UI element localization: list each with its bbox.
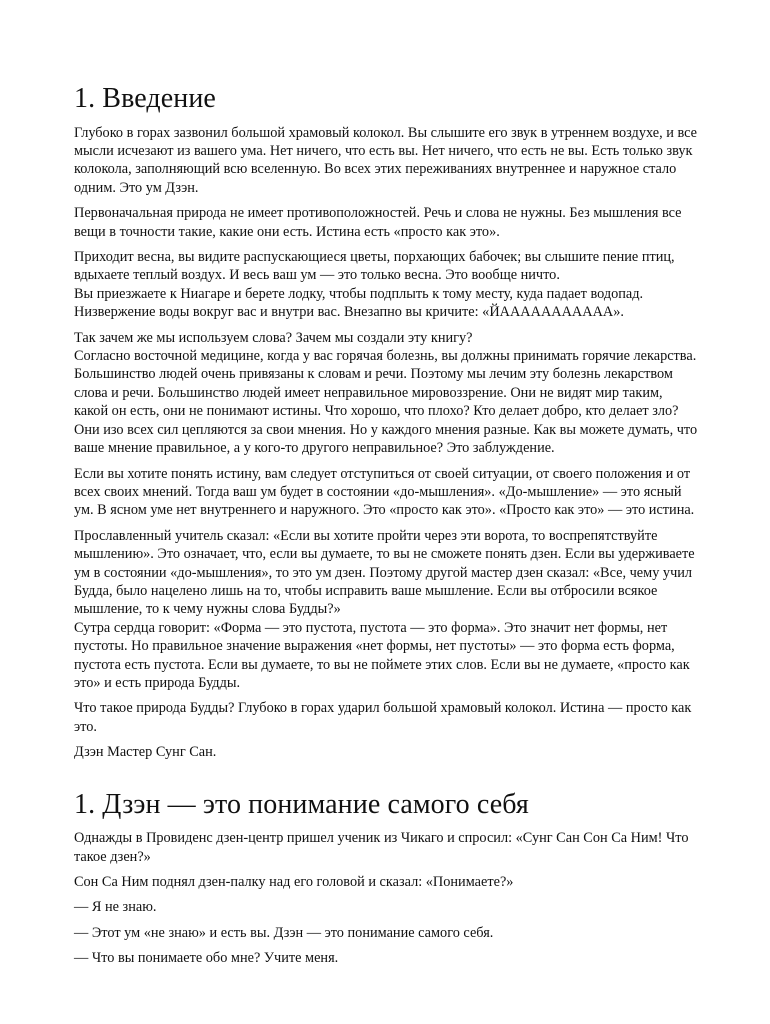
document-page [74, 82, 699, 975]
paragraph [74, 829, 699, 866]
paragraph [74, 699, 699, 736]
paragraph [74, 873, 699, 891]
paragraph [74, 248, 699, 322]
text-line: Глубоко в горах зазвонил большой храмовый колокол. Вы слышите его звук в утреннем воздухе, и все мысли исчезают из вашего ума. Нет ничего, что есть вы. Нет ничего, что есть не вы. Есть только звук колокола, заполняющий всю вселенную. Во всех этих переживаниях внутреннее и наружное стало одним. Это ум Дзэн. [74, 124, 698, 196]
text-line: Согласно восточной медицине, когда у вас горячая болезнь, вы должны принимать горячие лекарства. Большинство людей очень привязаны к словам и речи. Поэтому мы лечим эту болезнь лекарством слова и речи. Большинство людей имеет неправильное мировоззрение. Они не видят мир таким, какой он есть, они не понимают истины. Что хорошо, что плохо? Кто делает добро, кто делает зло? Они изо всех сил цепляются за свои мнения. Но у каждого мнения разные. Как вы можете думать, что ваше мнение правильное, а у кого-то другого неправильное? Это заблуждение. [74, 348, 698, 457]
text-line: Приходит весна, вы видите распускающиеся цветы, порхающих бабочек; вы слышите пение птиц, вдыхаете теплый воздух. И весь ваш ум — это только весна. Это вообще ничто. [74, 249, 675, 284]
text-line: — Этот ум «не знаю» и есть вы. Дзэн — это понимание самого себя. [74, 924, 494, 941]
paragraph [74, 124, 699, 198]
dialogue-line [74, 949, 699, 967]
dialogue-line [74, 898, 699, 916]
text-line: Прославленный учитель сказал: «Если вы хотите пройти через эти ворота, то воспрепятствуйте мышлению». Это означает, что, если вы думаете, то вы не сможете понять дзен. Если вы удерживаете ум в состоянии «до-мышления», то это ум дзен. Поэтому другой мастер дзен сказал: «Все, чему учил Будда, было нацелено лишь на то, чтобы исправить ваше мышление. Если вы отбросили всякое мышление, то к чему нужны слова Будды?» [74, 527, 695, 618]
text-line: Сутра сердца говорит: «Форма — это пустота, пустота — это форма». Это значит нет формы, нет пустоты. Но правильное значение выражения «нет формы, нет пустоты» — это форма есть форма, пустота есть пустота. Если вы думаете, то вы не поймете этих слов. Если вы не думаете, «просто как это» и есть природа Будды. [74, 619, 690, 691]
text-line: Так зачем же мы используем слова? Зачем мы создали эту книгу? [74, 329, 473, 346]
text-line: Первоначальная природа не имеет противоположностей. Речь и слова не нужны. Без мышления все вещи в точности такие, какие они есть. Истина есть «просто как это». [74, 205, 682, 240]
signature-line [74, 743, 699, 761]
dialogue-line [74, 924, 699, 942]
section-body-introduction [74, 124, 699, 762]
section-body-zen-self-understanding [74, 829, 699, 967]
section-heading-introduction: 1. Введение [74, 83, 216, 114]
text-line: Вы приезжаете к Ниагаре и берете лодку, чтобы подплыть к тому месту, куда падает водопад. Низвержение воды вокруг вас и внутри вас. Внезапно вы кричите: «ЙААААААААААА». [74, 285, 644, 321]
text-line: Однажды в Провиденс дзен-центр пришел ученик из Чикаго и спросил: «Сунг Сан Сон Са Ним! Что такое дзен?» [74, 830, 689, 865]
paragraph [74, 465, 699, 520]
text-line: Что такое природа Будды? Глубоко в горах ударил большой храмовый колокол. Истина — просто как это. [74, 700, 692, 735]
paragraph [74, 204, 699, 241]
text-line: Дзэн Мастер Сунг Сан. [74, 744, 217, 761]
text-line: Если вы хотите понять истину, вам следует отступиться от своей ситуации, от своего положения и от всех своих мнений. Тогда ваш ум будет в состоянии «до-мышления». «До-мышление» — это ясный ум. В ясном уме нет внутреннего и наружного. Это «просто как это». «Просто как это» — это истина. [74, 465, 695, 519]
paragraph [74, 329, 699, 458]
paragraph [74, 527, 699, 693]
text-line: — Что вы понимаете обо мне? Учите меня. [74, 950, 339, 967]
text-line: — Я не знаю. [74, 899, 157, 916]
section-heading-zen-self-understanding: 1. Дзэн — это понимание самого себя [74, 788, 529, 820]
text-line: Сон Са Ним поднял дзен-палку над его головой и сказал: «Понимаете?» [74, 874, 514, 890]
